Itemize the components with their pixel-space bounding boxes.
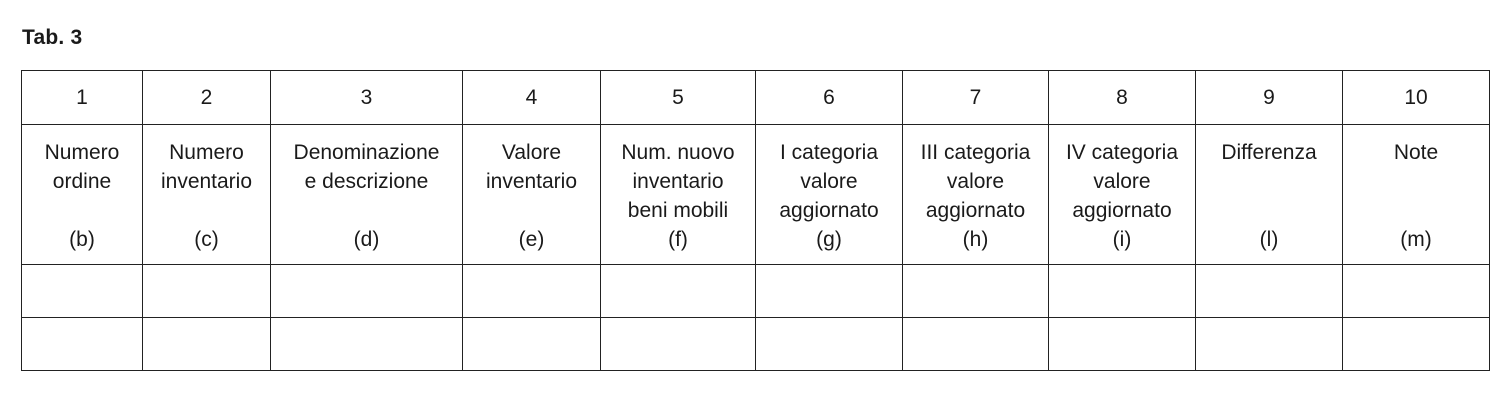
column-label: Differenza [1221,141,1317,164]
column-label: Valore inventario [485,141,578,193]
column-header-cell [143,125,271,265]
table-row [22,318,1490,371]
empty-cell [1049,265,1196,318]
empty-cell [1343,265,1490,318]
column-label: Note [1393,141,1439,164]
column-header-cell [1049,125,1196,265]
column-code: (e) [518,228,545,251]
empty-cell [601,265,756,318]
empty-cell [271,318,463,371]
column-number: 3 [271,71,463,125]
column-number-row [22,71,1490,125]
column-label: Denominazione e descrizione [293,141,440,193]
column-code: (h) [962,228,989,251]
column-header-cell [1196,125,1343,265]
empty-cell [22,318,143,371]
column-header-cell [1343,125,1490,265]
column-number: 10 [1343,71,1490,125]
column-number: 5 [601,71,756,125]
column-header-cell [903,125,1049,265]
column-code: (m) [1400,228,1432,251]
column-number: 6 [756,71,903,125]
column-number: 4 [463,71,601,125]
empty-cell [1049,318,1196,371]
column-code: (c) [194,228,219,251]
column-header-cell [22,125,143,265]
column-code: (b) [69,228,95,251]
column-number: 9 [1196,71,1343,125]
column-number: 1 [22,71,143,125]
column-header-cell [271,125,463,265]
empty-cell [1196,265,1343,318]
empty-cell [271,265,463,318]
column-number: 8 [1049,71,1196,125]
empty-cell [903,318,1049,371]
column-header-row [22,125,1490,265]
column-label: Num. nuovo inventario beni mobili [621,141,735,222]
inventory-table [21,70,1490,371]
column-code: (d) [353,228,380,251]
empty-cell [756,318,903,371]
empty-cell [463,265,601,318]
column-header-cell [463,125,601,265]
column-number: 7 [903,71,1049,125]
column-number: 2 [143,71,271,125]
empty-cell [463,318,601,371]
empty-cell [143,318,271,371]
table-row [22,265,1490,318]
empty-cell [1196,318,1343,371]
column-code: (f) [668,228,688,251]
column-header-cell [756,125,903,265]
empty-cell [143,265,271,318]
table-title: Tab. 3 [22,26,83,49]
column-label: Numero inventario [160,141,253,193]
empty-cell [903,265,1049,318]
empty-cell [1343,318,1490,371]
empty-cell [22,265,143,318]
column-label: I categoria valore aggiornato [779,141,879,222]
column-label: III categoria valore aggiornato [920,141,1031,222]
empty-cell [601,318,756,371]
column-code: (l) [1259,228,1279,251]
column-label: IV categoria valore aggiornato [1065,141,1179,222]
column-code: (i) [1112,228,1132,251]
column-header-cell [601,125,756,265]
column-label: Numero ordine [44,141,120,193]
column-code: (g) [816,228,842,251]
empty-cell [756,265,903,318]
